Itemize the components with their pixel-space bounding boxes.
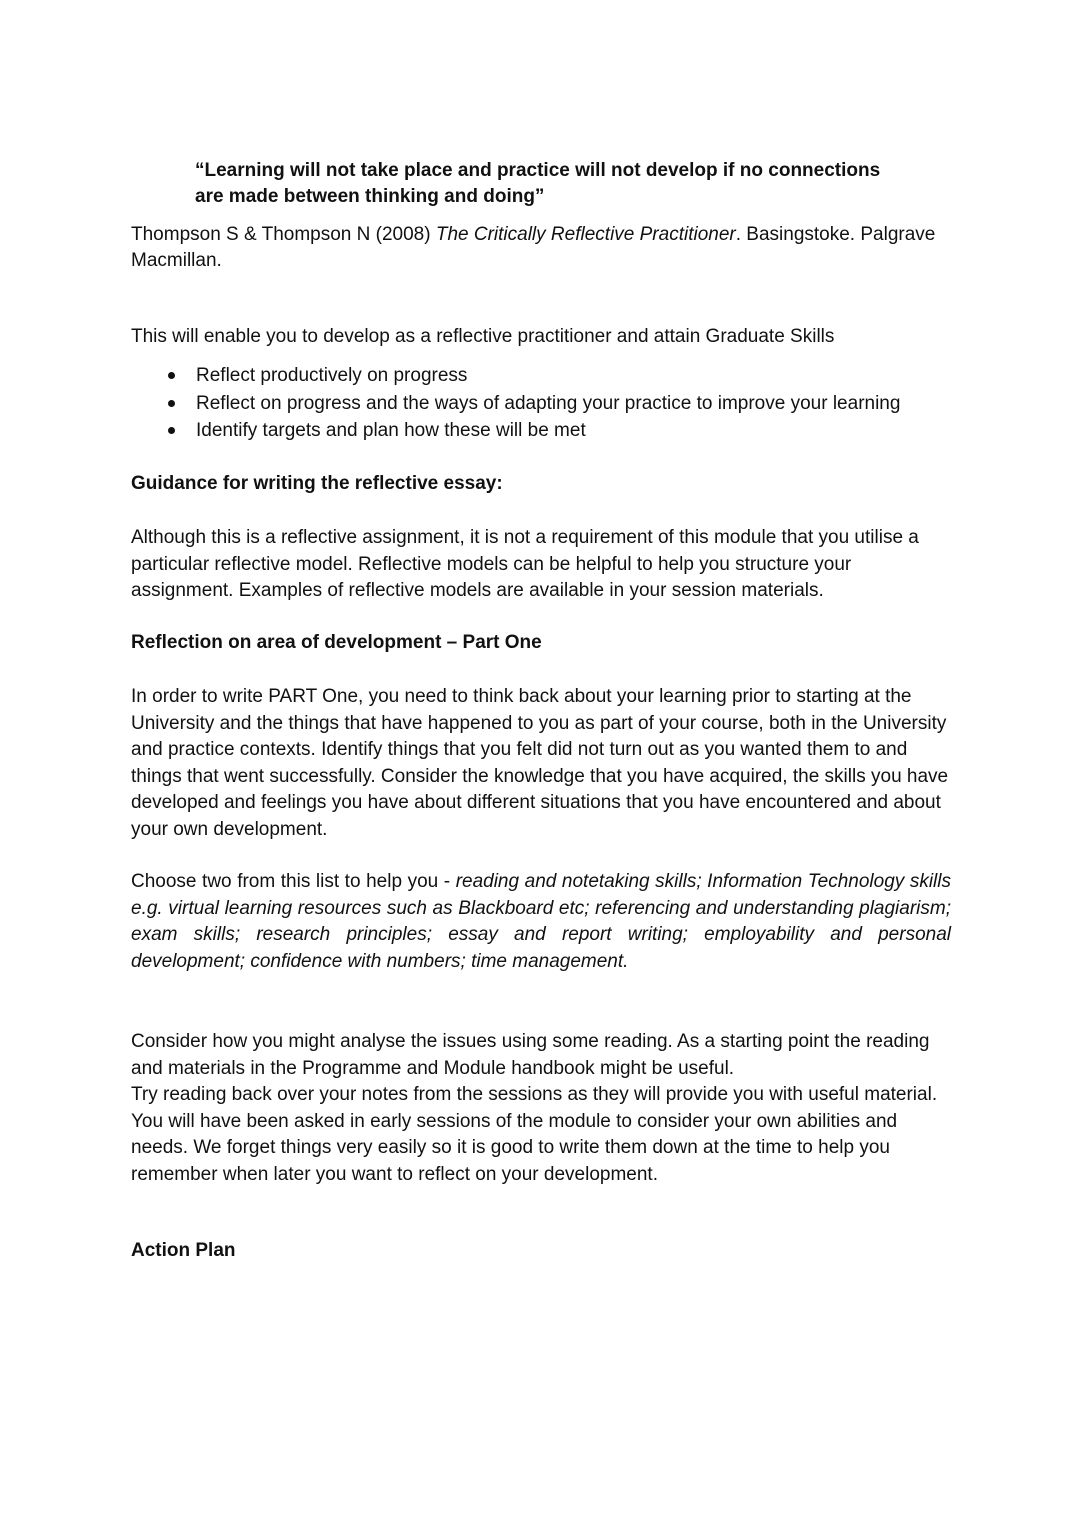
guidance-heading: Guidance for writing the reflective essay: (131, 473, 503, 494)
list-item-text: Reflect on progress and the ways of adapting your practice to improve your learning (196, 392, 901, 414)
bullet-icon (168, 427, 175, 434)
consider-text-1: Consider how you might analyse the issues using some reading. As a starting point the reading and materials in the Programme and Module handbook might be useful. (131, 1031, 930, 1079)
citation-authors: Thompson S & Thompson N (2008) (131, 224, 436, 245)
opening-quote (195, 158, 915, 210)
intro-paragraph: This will enable you to develop as a reflective practitioner and attain Graduate Skills (131, 326, 835, 347)
choose-paragraph (131, 869, 951, 975)
choose-intro: Choose two from this list to help you - (131, 871, 456, 892)
list-item (131, 390, 971, 418)
list-item-text: Identify targets and plan how these will be met (196, 420, 586, 441)
consider-paragraph (131, 1029, 951, 1188)
list-item-text: Reflect productively on progress (196, 365, 468, 386)
reflection-heading: Reflection on area of development – Part One (131, 632, 542, 653)
consider-text-2: Try reading back over your notes from the sessions as they will provide you with useful material. You will have been asked in early sessions of the module to consider your own abilities and needs. We forget things very easily so it is good to write them down at the time to help you remember when later you want to reflect on your development. (131, 1084, 938, 1185)
guidance-paragraph: Although this is a reflective assignment, it is not a requirement of this module that you utilise a particular reflective model. Reflective models can be helpful to help you structure your assignment. Examples of reflective models are available in your session materials. (131, 527, 919, 601)
citation-title: The Critically Reflective Practitioner (435, 224, 736, 245)
citation-publisher: . Basingstoke. Palgrave Macmillan. (131, 224, 936, 271)
list-item (131, 362, 971, 390)
choose-list: reading and notetaking skills; Information Technology skills e.g. virtual learning resources such as Blackboard etc; referencing and understanding plagiarism; exam skills; research principles; essay and report writing; employability and personal development; confidence with numbers; time management. (131, 871, 951, 972)
quote-citation (131, 222, 991, 274)
bullet-icon (168, 372, 175, 379)
quote-line-2: are made between thinking and doing” (195, 186, 545, 207)
part-one-paragraph: In order to write PART One, you need to think back about your learning prior to starting at the University and the things that have happened to you as part of your course, both in the University and practice contexts. Identify things that you felt did not turn out as you wanted them to and things that went successfully. Consider the knowledge that you have acquired, the skills you have developed and feelings you have about different situations that you have encountered and about your own development. (131, 686, 949, 840)
quote-line-1: “Learning will not take place and practice will not develop if no connections (195, 160, 881, 181)
graduate-skills-list (131, 362, 971, 445)
bullet-icon (168, 400, 175, 407)
action-plan-heading: Action Plan (131, 1240, 236, 1261)
list-item (131, 417, 971, 445)
